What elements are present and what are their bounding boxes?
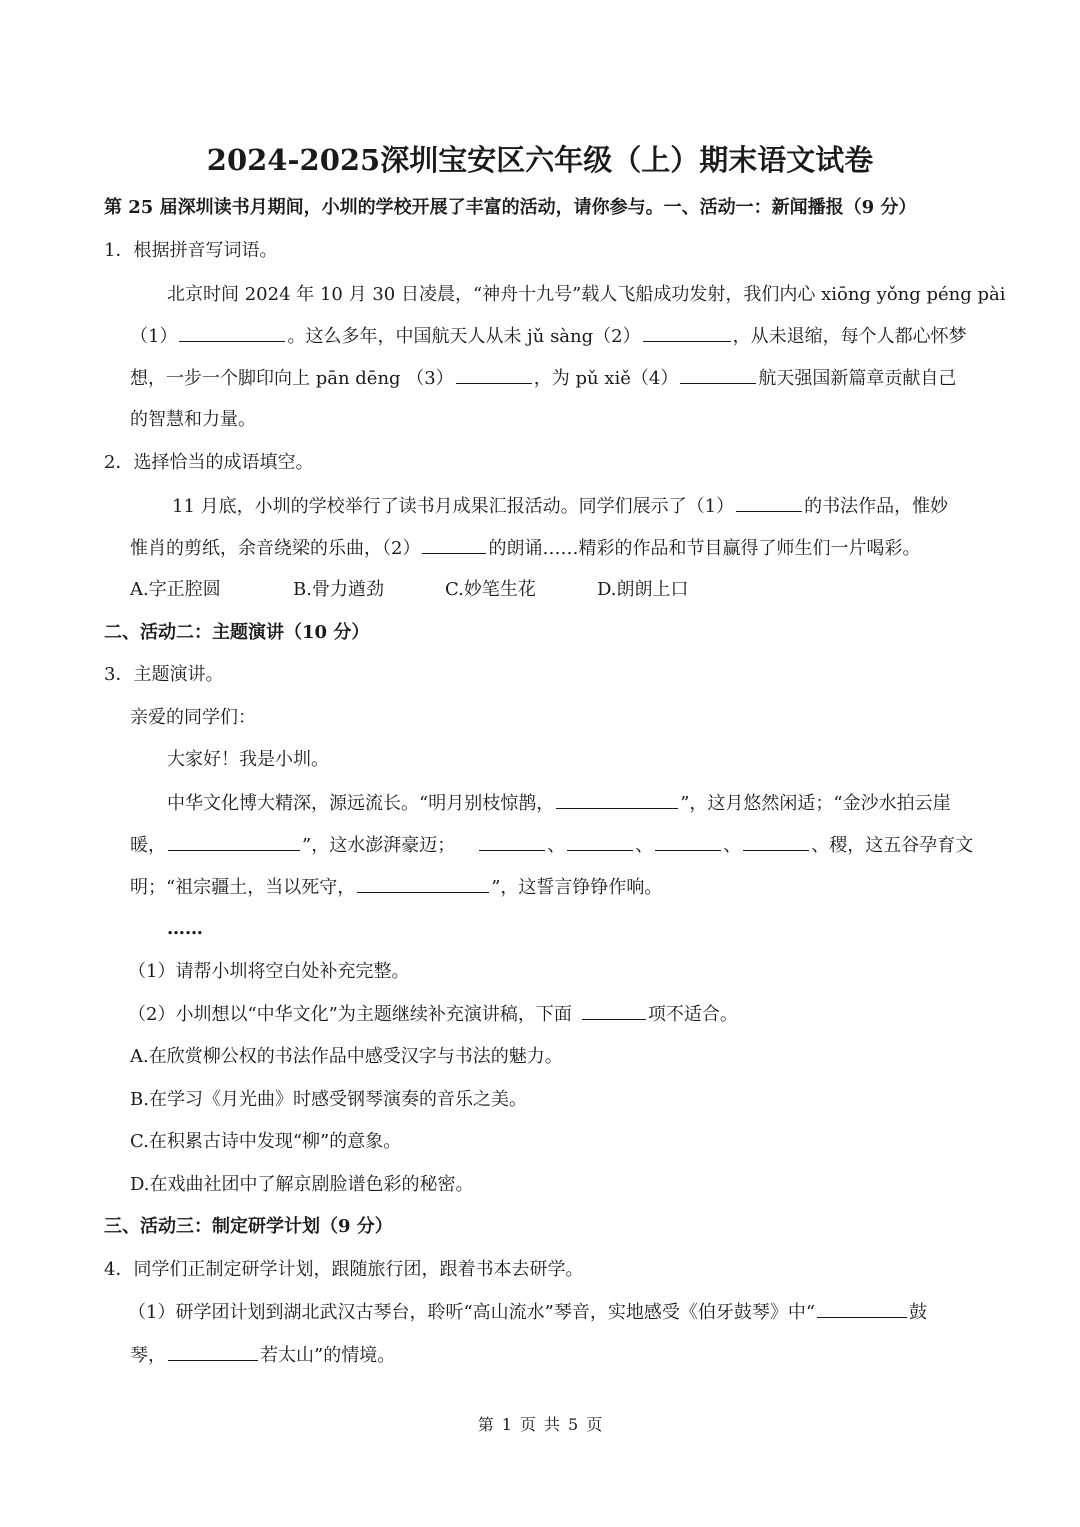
q2-option-d[interactable]: D.朗朗上口: [597, 579, 689, 600]
q1-blank-1-label: （1）: [130, 326, 178, 347]
q3-option-d[interactable]: D.在戏曲社团中了解京剧脸谱色彩的秘密。: [130, 1174, 474, 1195]
q2-blank-1[interactable]: [736, 493, 802, 512]
q3-option-b[interactable]: B.在学习《月光曲》时感受钢琴演奏的音乐之美。: [130, 1089, 527, 1110]
footer-page-number: 1: [501, 1415, 512, 1434]
q1-line-3-end: 航天强国新篇章贡献自己: [758, 368, 957, 389]
q1-line-2-end: ，从未退缩，每个人都心怀梦: [732, 326, 967, 347]
q2-line-2-end: 的朗诵……精彩的作品和节目赢得了师生们一片喝彩。: [488, 538, 921, 559]
q4-line-2-end: 若太山”的情境。: [260, 1345, 396, 1366]
q1-stem: 1．根据拼音写词语。: [104, 240, 278, 261]
footer-total-unit: 页: [586, 1415, 603, 1434]
q3-sub-2: [128, 1001, 1080, 1028]
q3-para-3-end: ”，这誓言铮铮作响。: [491, 877, 663, 898]
q3-para-1-end: ”，这月悠然闲适；“金沙水拍云崖: [680, 793, 951, 814]
q3-sep-2: 、: [635, 835, 654, 856]
q1-line-2: [130, 323, 1080, 350]
q3-grain-blank-2[interactable]: [567, 832, 633, 851]
q3-blank-1[interactable]: [556, 790, 678, 809]
q3-para-3-text: 明；“祖宗疆土，当以死守，: [130, 877, 356, 898]
q4-line-1-text: （1）研学团计划到湖北武汉古琴台，聆听“高山流水”琴音，实地感受《伯牙鼓琴》中“: [128, 1302, 816, 1323]
q2-line-1-end: 的书法作品，惟妙: [804, 496, 949, 517]
q2-line-1: [172, 493, 1080, 520]
section-3-heading: 三、活动三：制定研学计划（9 分）: [104, 1216, 393, 1237]
q3-para-2-end: 、稷，这五谷孕育文: [811, 835, 974, 856]
q1-blank-1[interactable]: [179, 323, 285, 342]
q3-para-2-text: 暖，: [130, 835, 166, 856]
q3-sep-1: 、: [547, 835, 566, 856]
q3-option-a[interactable]: A.在欣赏柳公权的书法作品中感受汉字与书法的魅力。: [130, 1046, 563, 1067]
exam-title: 2024-2025深圳宝安区六年级（上）期末语文试卷: [206, 143, 874, 177]
q1-blank-4[interactable]: [680, 365, 756, 384]
q3-para-line-1: [167, 790, 1080, 817]
q1-blank-3[interactable]: [456, 365, 532, 384]
q1-line-3: [130, 365, 1080, 392]
footer-total-label: 共: [544, 1415, 561, 1434]
q1-line-2-text: 。这么多年，中国航天人从未 jǔ sàng（2）: [287, 326, 641, 347]
page-footer: [0, 1414, 1080, 1436]
q3-sub-2-end: 项不适合。: [647, 1004, 738, 1025]
q2-line-2: [130, 535, 1080, 562]
q1-line-3-text: 想，一步一个脚印向上 pān dēng （3）: [130, 368, 454, 389]
q3-sub-1: （1）请帮小圳将空白处补充完整。: [128, 961, 410, 982]
q3-para-1-text: 中华文化博大精深，源远流长。“明月别枝惊鹊，: [167, 793, 555, 814]
q3-para-line-3: [130, 874, 1080, 901]
q3-stem: 3．主题演讲。: [104, 664, 224, 685]
q4-blank-1[interactable]: [817, 1299, 907, 1318]
q2-stem: 2．选择恰当的成语填空。: [104, 452, 314, 473]
section-2-heading: 二、活动二：主题演讲（10 分）: [104, 622, 370, 643]
q4-line-1: [128, 1299, 1080, 1326]
q3-grain-blank-3[interactable]: [655, 832, 721, 851]
q1-line-3-mid: ，为 pǔ xiě（4）: [533, 368, 679, 389]
q2-option-b[interactable]: B.骨力遒劲: [293, 579, 384, 600]
q4-blank-2[interactable]: [168, 1342, 258, 1361]
q2-option-c[interactable]: C.妙笔生花: [445, 579, 536, 600]
q1-line-1: 北京时间 2024 年 10 月 30 日凌晨，“神舟十九号”载人飞船成功发射，我们内心 xiōng yǒng péng pài: [167, 284, 1006, 305]
q3-grain-blank-4[interactable]: [743, 832, 809, 851]
intro-line: 第 25 届深圳读书月期间，小圳的学校开展了丰富的活动，请你参与。一、活动一：新闻播报（9 分）: [104, 197, 917, 218]
footer-page-label: 第: [477, 1415, 494, 1434]
q2-options: [130, 577, 1080, 603]
q3-grain-blank-1[interactable]: [479, 832, 545, 851]
q3-sub-2-text: （2）小圳想以“中华文化”为主题继续补充演讲稿，下面: [128, 1004, 572, 1025]
q3-blank-3[interactable]: [357, 874, 489, 893]
q1-line-4: 的智慧和力量。: [130, 409, 256, 430]
footer-page-unit: 页: [519, 1415, 536, 1434]
q4-line-1-end: 鼓: [909, 1302, 928, 1323]
q1-blank-2[interactable]: [643, 323, 731, 342]
q2-line-2-text: 惟肖的剪纸，余音绕梁的乐曲，（2）: [130, 538, 421, 559]
q3-sub-2-blank[interactable]: [582, 1001, 646, 1020]
q2-blank-2[interactable]: [422, 535, 486, 554]
q4-line-2-text: 琴，: [130, 1345, 166, 1366]
q4-stem: 4．同学们正制定研学计划，跟随旅行团，跟着书本去研学。: [104, 1259, 584, 1280]
q3-option-c[interactable]: C.在积累古诗中发现“柳”的意象。: [130, 1131, 402, 1152]
q3-para-line-2: [130, 832, 1080, 859]
footer-total-number: 5: [568, 1415, 579, 1434]
q3-blank-2[interactable]: [168, 832, 300, 851]
q4-line-2: [130, 1342, 1080, 1369]
q3-greeting: 亲爱的同学们：: [130, 707, 256, 728]
q3-hello: 大家好！我是小圳。: [167, 749, 329, 770]
q3-ellipsis: ……: [167, 918, 203, 939]
q3-sep-3: 、: [723, 835, 742, 856]
q2-option-a[interactable]: A.字正腔圆: [130, 579, 221, 600]
q3-para-2-mid: ”，这水澎湃豪迈；: [302, 835, 456, 856]
q2-line-1-text: 11 月底，小圳的学校举行了读书月成果汇报活动。同学们展示了（1）: [172, 496, 735, 517]
